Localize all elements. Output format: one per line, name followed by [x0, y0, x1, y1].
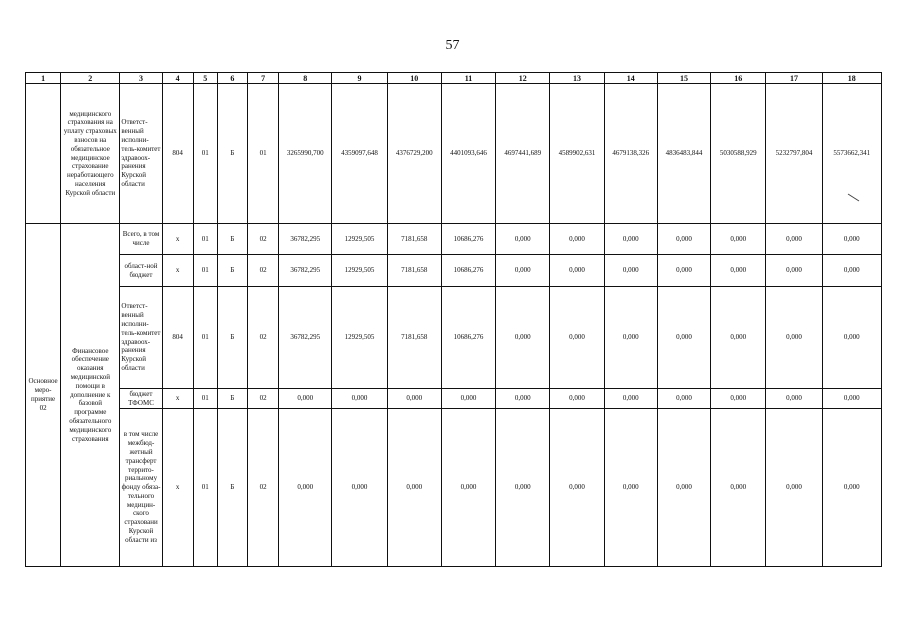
header-cell: 9: [332, 73, 387, 84]
table-cell: бюджет ТФОМС: [120, 389, 162, 409]
table-cell: 02: [248, 389, 279, 409]
table-cell: 02: [248, 287, 279, 389]
header-cell: 3: [120, 73, 162, 84]
header-row: [26, 73, 882, 84]
table-cell: 0,000: [657, 389, 710, 409]
table-cell: 0,000: [550, 389, 604, 409]
table-cell: 0,000: [332, 389, 387, 409]
table-cell: 0,000: [604, 409, 657, 567]
table-cell: 4679138,326: [604, 84, 657, 224]
table-row: [26, 389, 882, 409]
table-cell: 0,000: [711, 287, 766, 389]
table-cell: 5232797,804: [766, 84, 822, 224]
table-cell: 0,000: [822, 409, 881, 567]
table-cell: 4359097,648: [332, 84, 387, 224]
table-cell: 0,000: [550, 409, 604, 567]
table-row: [26, 84, 882, 224]
table-cell: 0,000: [496, 389, 550, 409]
table-cell: х: [162, 255, 193, 287]
table-cell: Б: [217, 84, 247, 224]
table-cell: 804: [162, 287, 193, 389]
table-cell: 4401093,646: [441, 84, 495, 224]
table-cell: 7181,658: [387, 287, 441, 389]
table-cell: медицинского страхования на уплату страховых взносов на обязательное медицинское страхование неработающего населения Курской области: [61, 84, 120, 224]
header-cell: 4: [162, 73, 193, 84]
table-cell: 3265990,700: [279, 84, 332, 224]
table-cell: 804: [162, 84, 193, 224]
table-cell: 0,000: [711, 409, 766, 567]
table-cell: 02: [248, 255, 279, 287]
table-cell: 0,000: [657, 255, 710, 287]
table-cell: 10686,276: [441, 287, 495, 389]
table-cell: 0,000: [604, 287, 657, 389]
header-cell: 7: [248, 73, 279, 84]
table-cell: Ответст-венный исполни-тель-комитет здравоох-ранения Курской области: [120, 84, 162, 224]
table-cell: 10686,276: [441, 224, 495, 255]
table-cell: Б: [217, 224, 247, 255]
table-cell: област-ной бюджет: [120, 255, 162, 287]
header-cell: 1: [26, 73, 61, 84]
table-cell: 0,000: [766, 224, 822, 255]
table-cell: 36782,295: [279, 255, 332, 287]
header-cell: 6: [217, 73, 247, 84]
table-row: [26, 224, 882, 255]
table-cell: 0,000: [604, 224, 657, 255]
table-cell: 0,000: [766, 287, 822, 389]
table-cell: 0,000: [766, 255, 822, 287]
table-cell: 0,000: [766, 409, 822, 567]
table-cell: 0,000: [657, 409, 710, 567]
table-cell: 0,000: [496, 409, 550, 567]
table-cell: 5030588,929: [711, 84, 766, 224]
table-cell: 0,000: [822, 224, 881, 255]
table-cell: 0,000: [279, 389, 332, 409]
table-cell: в том числе межбюд-жетный трансферт террито-риальному фонду обяза-тельного медицин-ского страховани Курской области из: [120, 409, 162, 567]
budget-table: [25, 72, 882, 567]
table-cell: Б: [217, 255, 247, 287]
table-cell: 4697441,689: [496, 84, 550, 224]
table-cell: 12929,505: [332, 224, 387, 255]
table-cell: 4376729,200: [387, 84, 441, 224]
header-cell: 11: [441, 73, 495, 84]
table-cell: 0,000: [711, 255, 766, 287]
table-cell: 02: [248, 409, 279, 567]
table-cell: 01: [193, 389, 217, 409]
table-cell: 01: [193, 84, 217, 224]
table-cell: Б: [217, 389, 247, 409]
table-cell: Всего, в том числе: [120, 224, 162, 255]
table-cell: х: [162, 224, 193, 255]
table-cell: 01: [248, 84, 279, 224]
table-cell: Ответст-венный исполни-тель-комитет здравоох-ранения Курской области: [120, 287, 162, 389]
table-cell: 0,000: [279, 409, 332, 567]
table-cell: 7181,658: [387, 255, 441, 287]
table-cell: 0,000: [657, 224, 710, 255]
table-cell: 01: [193, 255, 217, 287]
table-cell: 0,000: [657, 287, 710, 389]
table-cell: 01: [193, 409, 217, 567]
table-cell: 4836483,844: [657, 84, 710, 224]
table-cell: 0,000: [441, 409, 495, 567]
table-cell: 0,000: [496, 255, 550, 287]
table-cell: 0,000: [822, 255, 881, 287]
header-cell: 2: [61, 73, 120, 84]
table-cell: 0,000: [550, 255, 604, 287]
header-cell: 17: [766, 73, 822, 84]
table-cell: 0,000: [822, 389, 881, 409]
table-cell: 10686,276: [441, 255, 495, 287]
table-cell: 0,000: [550, 287, 604, 389]
table-cell: х: [162, 409, 193, 567]
table-cell: 02: [248, 224, 279, 255]
table-cell: 36782,295: [279, 287, 332, 389]
table-cell: 0,000: [766, 389, 822, 409]
header-cell: 8: [279, 73, 332, 84]
table-row: [26, 409, 882, 567]
header-cell: 16: [711, 73, 766, 84]
scan-mark: [847, 193, 861, 203]
table-cell: 0,000: [496, 224, 550, 255]
table-cell: 01: [193, 287, 217, 389]
header-cell: 13: [550, 73, 604, 84]
table-cell: 0,000: [496, 287, 550, 389]
table-cell: 36782,295: [279, 224, 332, 255]
header-cell: 15: [657, 73, 710, 84]
table-cell: 0,000: [604, 389, 657, 409]
table-cell: 0,000: [387, 389, 441, 409]
table-cell: 0,000: [387, 409, 441, 567]
table-cell: 0,000: [550, 224, 604, 255]
table-cell: [26, 84, 61, 224]
table-cell: 0,000: [822, 287, 881, 389]
table-cell: Б: [217, 287, 247, 389]
table-cell: 01: [193, 224, 217, 255]
page-number: 57: [445, 38, 460, 53]
table-cell: 0,000: [332, 409, 387, 567]
group-description-cell: Финансовое обеспечение оказания медицинской помощи в дополнение к базовой программе обязательного медицинского страхования: [61, 224, 120, 567]
table-cell: 12929,505: [332, 287, 387, 389]
header-cell: 5: [193, 73, 217, 84]
table-cell: 7181,658: [387, 224, 441, 255]
table-cell: Б: [217, 409, 247, 567]
header-cell: 18: [822, 73, 881, 84]
table-row: [26, 287, 882, 389]
group-label-cell: Основное меро-приятие 02: [26, 224, 61, 567]
table-cell: 0,000: [711, 389, 766, 409]
table-cell: 0,000: [711, 224, 766, 255]
table-row: [26, 255, 882, 287]
table-cell: х: [162, 389, 193, 409]
table-cell: 5573662,341: [822, 84, 881, 224]
table-cell: 4589902,631: [550, 84, 604, 224]
header-cell: 12: [496, 73, 550, 84]
header-cell: 14: [604, 73, 657, 84]
table-cell: 0,000: [441, 389, 495, 409]
table-cell: 12929,505: [332, 255, 387, 287]
header-cell: 10: [387, 73, 441, 84]
table-cell: 0,000: [604, 255, 657, 287]
